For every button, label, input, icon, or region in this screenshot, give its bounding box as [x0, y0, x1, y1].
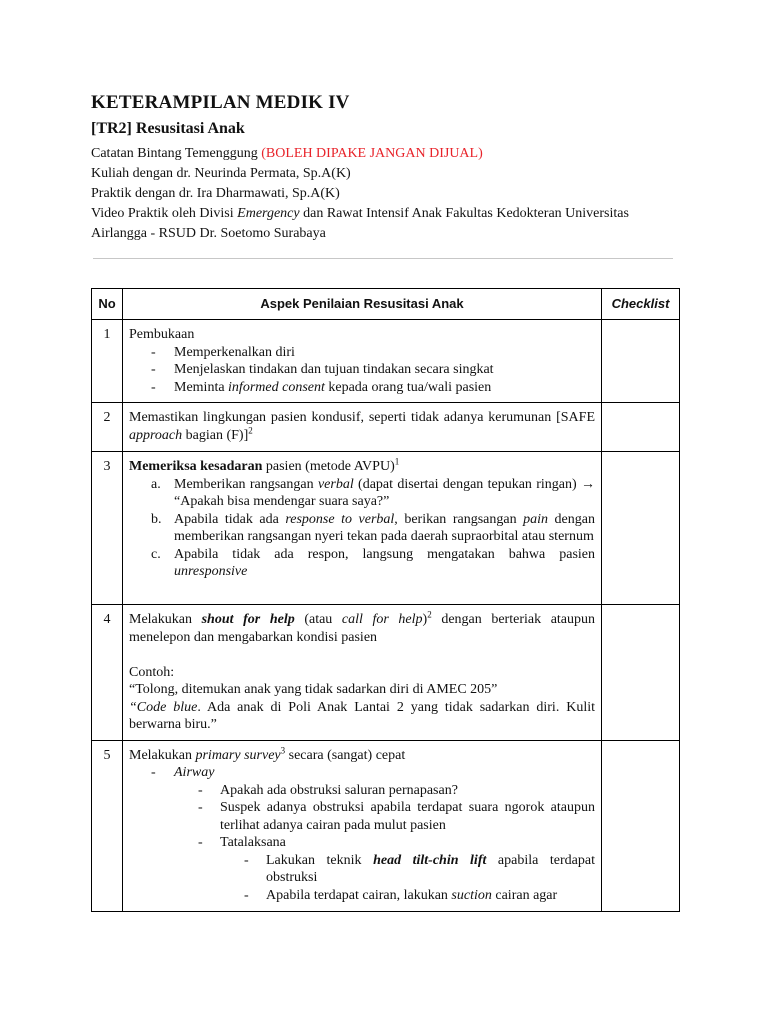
aspect-list	[129, 344, 595, 397]
table-row	[92, 403, 680, 452]
aspect-text: Melakukan	[129, 747, 196, 763]
list-item-text: dengan memberikan rangsangan nyeri tekan pada daerah supraorbital atau sternum	[174, 511, 595, 544]
list-item	[129, 764, 595, 904]
aspect-bold-em: shout for help	[201, 612, 295, 627]
list-item	[129, 379, 595, 397]
list-item-text: Memberikan rangsangan	[174, 476, 318, 492]
table-row	[92, 320, 680, 403]
practice-line: Praktik dengan dr. Ira Dharmawati, Sp.A(K)	[91, 186, 340, 201]
row-aspect	[123, 740, 602, 911]
list-item-text: Apabila terdapat cairan, lakukan	[266, 887, 452, 903]
video-text-b: dan Rawat Intensif Anak Fakultas Kedokteran Universitas Airlangga - RSUD Dr. Soetomo Surabaya	[91, 206, 629, 241]
horizontal-divider	[93, 258, 673, 259]
notes-warning: (BOLEH DIPAKE JANGAN DIJUAL)	[261, 146, 483, 161]
example-label: Contoh:	[129, 664, 175, 680]
list-item-text: apabila terdapat obstruksi	[266, 852, 595, 885]
footnote-ref: 3	[280, 746, 286, 755]
list-item	[129, 476, 595, 511]
document-header	[91, 92, 679, 244]
header-aspek: Aspek Penilaian Resusitasi Anak	[123, 289, 602, 320]
aspect-em: call for help	[341, 612, 423, 627]
list-item	[220, 887, 595, 905]
row-aspect	[123, 320, 602, 403]
list-marker: b.	[151, 511, 162, 527]
aspect-title: Pembukaan	[129, 327, 195, 342]
list-item: - Suspek adanya obstruksi apabila terdapat suara ngorok ataupun terlihat adanya cairan pada mulut pasien	[174, 799, 595, 834]
table-header-row	[92, 289, 680, 320]
list-item	[129, 511, 595, 546]
checklist-cell[interactable]	[602, 403, 680, 452]
document-title: KETERAMPILAN MEDIK IV	[91, 92, 350, 113]
row-aspect	[123, 403, 602, 452]
row-aspect	[123, 605, 602, 741]
row-number: 1	[92, 320, 123, 403]
footnote-ref: 2	[248, 424, 253, 435]
list-item-text: kepada orang tua/wali pasien	[324, 379, 492, 395]
row-aspect	[123, 452, 602, 605]
example-quote: “Tolong, ditemukan anak yang tidak sadarkan diri di AMEC 205”	[129, 682, 498, 697]
checklist-cell[interactable]	[602, 320, 680, 403]
spacer	[129, 646, 595, 664]
lecture-line: Kuliah dengan dr. Neurinda Permata, Sp.A(K)	[91, 166, 351, 181]
aspect-text: pasien (metode AVPU)	[262, 459, 395, 474]
assessment-table	[91, 288, 680, 912]
row-number: 5	[92, 740, 123, 911]
aspect-text: secara (sangat) cepat	[285, 747, 406, 763]
row-number: 2	[92, 403, 123, 452]
list-item-text: cairan agar	[491, 887, 558, 903]
list-item-em: response to verbal	[285, 511, 395, 527]
list-item-em: suction	[451, 887, 492, 903]
list-item	[174, 834, 595, 904]
list-marker: c.	[151, 546, 161, 562]
checklist-cell[interactable]	[602, 740, 680, 911]
header-no: No	[92, 289, 123, 320]
list-item-em: informed consent	[228, 379, 325, 395]
aspect-clip	[129, 747, 595, 911]
row-number: 4	[92, 605, 123, 741]
checklist-cell[interactable]	[602, 605, 680, 741]
aspect-text-block	[129, 611, 595, 646]
list-item: - Menjelaskan tindakan dan tujuan tindakan secara singkat	[129, 361, 595, 379]
aspect-bold: Memeriksa kesadaran	[129, 459, 263, 474]
aspect-text: Memastikan lingkungan pasien kondusif, seperti tidak adanya kerumunan [SAFE	[129, 410, 595, 425]
aspect-text: dengan berteriak ataupun menelepon dan mengabarkan kondisi pasien	[129, 612, 596, 645]
aspect-title	[129, 458, 595, 476]
list-item-text: Apabila tidak ada respon, langsung mengatakan bahwa pasien	[174, 546, 595, 562]
example-text: . Ada anak di Poli Anak Lantai 2 yang tidak sadarkan diri. Kulit berwarna biru.”	[129, 699, 595, 732]
list-item-text: Lakukan teknik	[266, 852, 374, 868]
footnote-ref: 2	[427, 609, 432, 620]
table-row	[92, 452, 680, 605]
list-item: - Memperkenalkan diri	[129, 344, 595, 362]
aspect-title	[129, 747, 595, 765]
aspect-em: approach	[129, 427, 183, 443]
list-item	[129, 546, 595, 581]
video-line	[91, 204, 679, 244]
aspect-text: bagian (F)]	[182, 427, 249, 443]
checklist-cell[interactable]	[602, 452, 680, 605]
sub-list	[174, 782, 595, 905]
sub-sub-list	[220, 852, 595, 905]
aspect-text: Melakukan	[129, 612, 202, 627]
header-checklist: Checklist	[602, 289, 680, 320]
list-item-em: pain	[523, 511, 549, 527]
aspect-text: )	[422, 612, 428, 627]
list-item-text: Tatalaksana	[220, 835, 286, 850]
list-marker: a.	[151, 476, 161, 492]
notes-author: Catatan Bintang Temenggung	[91, 146, 262, 161]
aspect-em: primary survey	[195, 747, 281, 763]
list-item-text: (dapat disertai dengan tepukan ringan) → “Apakah bisa mendengar suara saya?”	[174, 476, 595, 509]
example-quote	[129, 699, 595, 734]
video-text-a: Video Praktik oleh Divisi	[91, 206, 238, 221]
aspect-list	[129, 764, 595, 904]
list-item-text: Meminta	[174, 379, 229, 395]
list-item-em: verbal	[317, 476, 354, 492]
list-item-bold-em: head tilt-chin lift	[373, 852, 487, 868]
aspect-list	[129, 476, 595, 581]
list-item-text: , berikan rangsangan	[394, 511, 524, 527]
document-meta	[91, 144, 679, 244]
list-item-em: unresponsive	[174, 564, 248, 579]
aspect-text: (atau	[294, 612, 342, 627]
notes-line	[91, 144, 679, 164]
list-item-em: Airway	[174, 765, 215, 780]
example-em: “Code blue	[129, 699, 198, 715]
document-subtitle: [TR2] Resusitasi Anak	[91, 120, 245, 137]
list-item	[220, 852, 595, 887]
footnote-ref: 1	[394, 456, 400, 467]
video-text-em: Emergency	[237, 206, 300, 221]
table-row	[92, 605, 680, 741]
list-item-text: Apabila tidak ada	[174, 511, 286, 527]
table-row	[92, 740, 680, 911]
list-item: - Apakah ada obstruksi saluran pernapasan?	[174, 782, 595, 800]
row-number: 3	[92, 452, 123, 605]
